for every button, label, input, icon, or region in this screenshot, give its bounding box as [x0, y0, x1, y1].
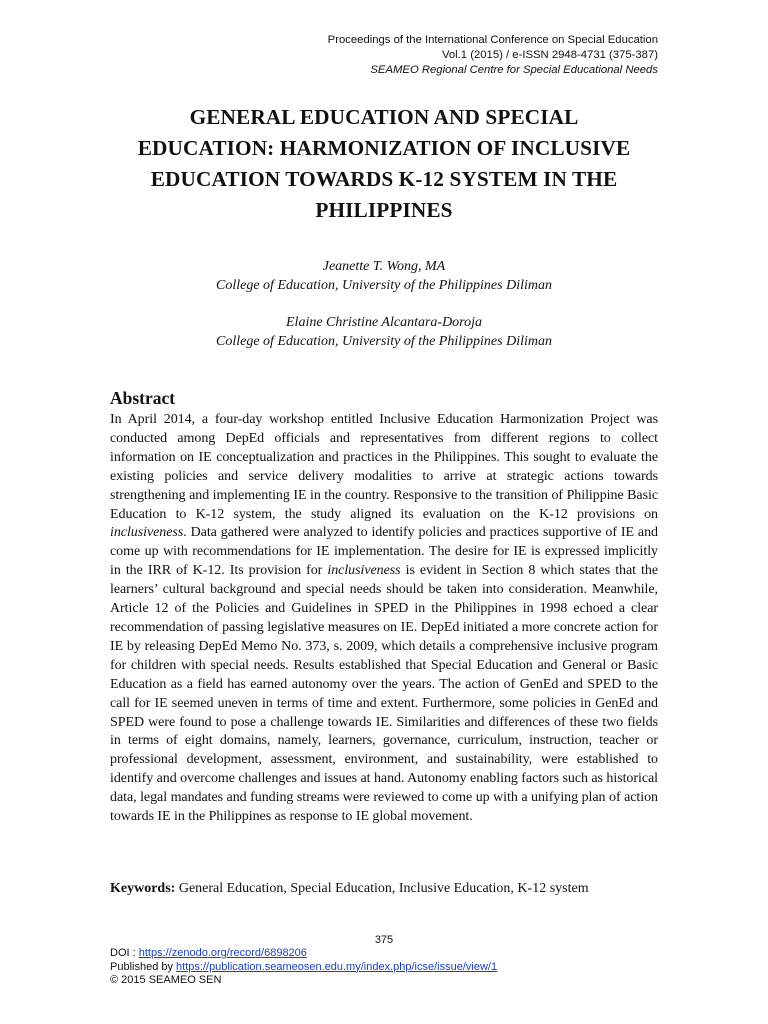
title-line: PHILIPPINES — [315, 198, 453, 222]
volume-info: Vol.1 (2015) / e-ISSN 2948-4731 (375-387) — [441, 49, 658, 61]
author-block-1 — [0, 257, 768, 295]
author-affiliation: College of Education, University of the Philippines Diliman — [216, 334, 552, 349]
doi-line — [110, 947, 497, 961]
abstract-text-2: . Data gathered were analyzed to identify policies and practices supportive of IE and come up with recommendations for IE implementation. The desire for IE is expressed implicitly in the IRR of K-12. Its provision for — [110, 525, 658, 579]
keywords — [110, 881, 589, 897]
abstract-heading: Abstract — [110, 388, 176, 408]
author-affiliation: College of Education, University of the Philippines Diliman — [216, 278, 552, 293]
abstract-body — [110, 411, 658, 827]
page-number: 375 — [374, 934, 394, 946]
doi-label: DOI : — [110, 947, 139, 959]
published-line — [110, 961, 497, 975]
institution-name: SEAMEO Regional Centre for Special Educational Needs — [370, 64, 658, 76]
footer — [110, 947, 497, 988]
paper-title — [100, 102, 668, 226]
title-line: EDUCATION: HARMONIZATION OF INCLUSIVE — [137, 136, 631, 160]
doi-link[interactable]: https://zenodo.org/record/6898206 — [138, 947, 307, 959]
abstract-emphasis-2: inclusiveness — [327, 563, 401, 579]
published-label: Published by — [110, 960, 177, 973]
conference-name: Proceedings of the International Conference on Special Education — [327, 34, 658, 46]
title-line: EDUCATION TOWARDS K-12 SYSTEM IN THE — [150, 167, 618, 191]
abstract-emphasis-1: inclusiveness — [110, 525, 184, 541]
author-name: Elaine Christine Alcantara-Doroja — [286, 315, 482, 330]
keywords-label: Keywords: — [110, 881, 176, 896]
abstract-text-1: In April 2014, a four-day workshop entitled Inclusive Education Harmonization Project was conducted among DepEd officials and representatives from different regions to collect information on IE conceptualization and practices in the Philippines. This sought to evaluate the existing policies and service delivery modalities to arrive at strategic actions towards strengthening and implementing IE in the country. Responsive to the transition of Philippine Basic Education to K-12 system, the study aligned its evaluation on the K-12 provisions on — [110, 412, 658, 522]
copyright: © 2015 SEAMEO SEN — [110, 974, 222, 986]
author-block-2 — [0, 313, 768, 351]
abstract-text-3: is evident in Section 8 which states that the learners’ cultural background and special needs should be taken into consideration. Meanwhile, Article 12 of the Policies and Guidelines in SPED in the Philippines in 1998 echoed a clear recommendation of passing legislative measures on IE. DepEd initiated a more concrete action for IE by releasing DepEd Memo No. 373, s. 2009, which details a comprehensive inclusive program for children with special needs. Results established that Special Education and General or Basic Education as a field has earned autonomy over the years. The action of GenEd and SPED to the call for IE seemed uneven in terms of time and extent. Furthermore, some policies in GenEd and SPED were found to pose a challenge towards IE. Similarities and differences of these two fields in terms of eight domains, namely, learners, governance, curriculum, instruction, teacher or professional development, assessment, environment, and sustainability, were established to identify and overcome challenges and issues at hand. Autonomy enabling factors such as historical data, legal mandates and funding streams were reviewed to come up with a unifying plan of action towards IE in the Philippines as response to IE global movement. — [110, 563, 659, 825]
running-header — [328, 33, 658, 78]
author-name: Jeanette T. Wong, MA — [322, 259, 446, 274]
published-link[interactable]: https://publication.seameosen.edu.my/index.php/icse/issue/view/1 — [176, 960, 498, 973]
title-line: GENERAL EDUCATION AND SPECIAL — [189, 105, 579, 129]
keywords-text: General Education, Special Education, Inclusive Education, K-12 system — [175, 881, 589, 896]
